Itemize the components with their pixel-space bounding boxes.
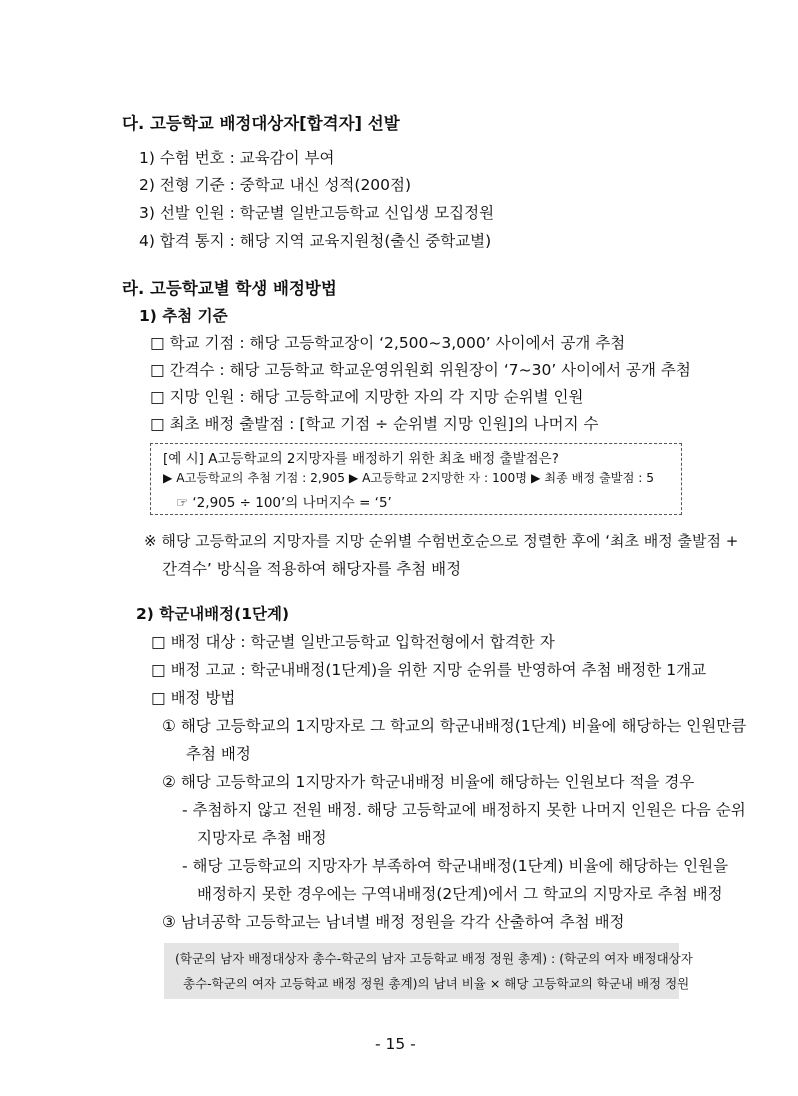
formula-line: (학군의 남자 배정대상자 총수-학군의 남자 고등학교 배정 정원 총계) : (학군의 여자 배정대상자 — [175, 951, 693, 966]
formula-line: 총수-학군의 여자 고등학교 배정 정원 총계)의 남녀 비율 × 해당 고등학교의 학군내 배정 정원 — [183, 976, 690, 991]
dash-item-cont: 배정하지 못한 경우에는 구역내배정(2단계)에서 그 학교의 지망자로 추첨 배정 — [197, 885, 723, 903]
section-da-item: 2) 전형 기준 : 중학교 내신 성적(200점) — [139, 176, 412, 194]
page-number: - 15 - — [375, 1035, 416, 1053]
section-da-heading: 다. 고등학교 배정대상자[합격자] 선발 — [122, 114, 400, 133]
dash-item-cont: 지망자로 추첨 배정 — [197, 829, 327, 847]
note-line: ※ 해당 고등학교의 지망자를 지망 순위별 수험번호순으로 정렬한 후에 ‘최초 배정 출발점 + — [144, 532, 739, 550]
sub1-item: □ 학교 기점 : 해당 고등학교장이 ‘2,500~3,000’ 사이에서 공개 추첨 — [150, 334, 626, 352]
method-1-cont: 추첨 배정 — [186, 745, 251, 763]
section-da-item: 4) 합격 통지 : 해당 지역 교육지원청(출신 중학교별) — [139, 232, 492, 250]
section-da-item: 3) 선발 인원 : 학군별 일반고등학교 신입생 모집정원 — [139, 204, 495, 222]
sub2-item: □ 배정 대상 : 학군별 일반고등학교 입학전형에서 합격한 자 — [151, 633, 555, 651]
example-line: ☞ ‘2,905 ÷ 100’의 나머지수 = ‘5’ — [176, 495, 392, 511]
method-2: ② 해당 고등학교의 1지망자가 학군내배정 비율에 해당하는 인원보다 적을 경우 — [162, 773, 695, 791]
sub1-item: □ 간격수 : 해당 고등학교 학교운영위원회 위원장이 ‘7~30’ 사이에서 공개 추첨 — [150, 361, 691, 379]
dash-item: - 추첨하지 않고 전원 배정. 해당 고등학교에 배정하지 못한 나머지 인원은 다음 순위 — [182, 801, 746, 819]
section-ra-heading: 라. 고등학교별 학생 배정방법 — [122, 279, 337, 298]
sub1-item: □ 최초 배정 출발점 : [학교 기점 ÷ 순위별 지망 인원]의 나머지 수 — [150, 415, 599, 433]
sub2-item: □ 배정 방법 — [151, 689, 236, 707]
section-da-item: 1) 수험 번호 : 교육감이 부여 — [139, 149, 335, 167]
example-line: ▶ A고등학교의 추첨 기점 : 2,905 ▶ A고등학교 2지망한 자 : 100명 ▶ 최종 배정 출발점 : 5 — [163, 471, 654, 485]
method-3: ③ 남녀공학 고등학교는 남녀별 배정 정원을 각각 산출하여 추첨 배정 — [162, 913, 625, 931]
note-line: 간격수’ 방식을 적용하여 해당자를 추첨 배정 — [162, 560, 462, 578]
method-1: ① 해당 고등학교의 1지망자로 그 학교의 학군내배정(1단계) 비율에 해당하는 인원만큼 — [162, 717, 747, 735]
example-line: [예 시] A고등학교의 2지망자를 배정하기 위한 최초 배정 출발점은? — [163, 451, 559, 467]
sub2-title: 2) 학군내배정(1단계) — [136, 605, 290, 623]
sub2-item: □ 배정 고교 : 학군내배정(1단계)을 위한 지망 순위를 반영하여 추첨 배정한 1개교 — [151, 661, 707, 679]
sub1-item: □ 지망 인원 : 해당 고등학교에 지망한 자의 각 지망 순위별 인원 — [150, 388, 584, 406]
dash-item: - 해당 고등학교의 지망자가 부족하여 학군내배정(1단계) 비율에 해당하는 인원을 — [182, 857, 729, 875]
sub1-title: 1) 추첨 기준 — [139, 307, 228, 325]
